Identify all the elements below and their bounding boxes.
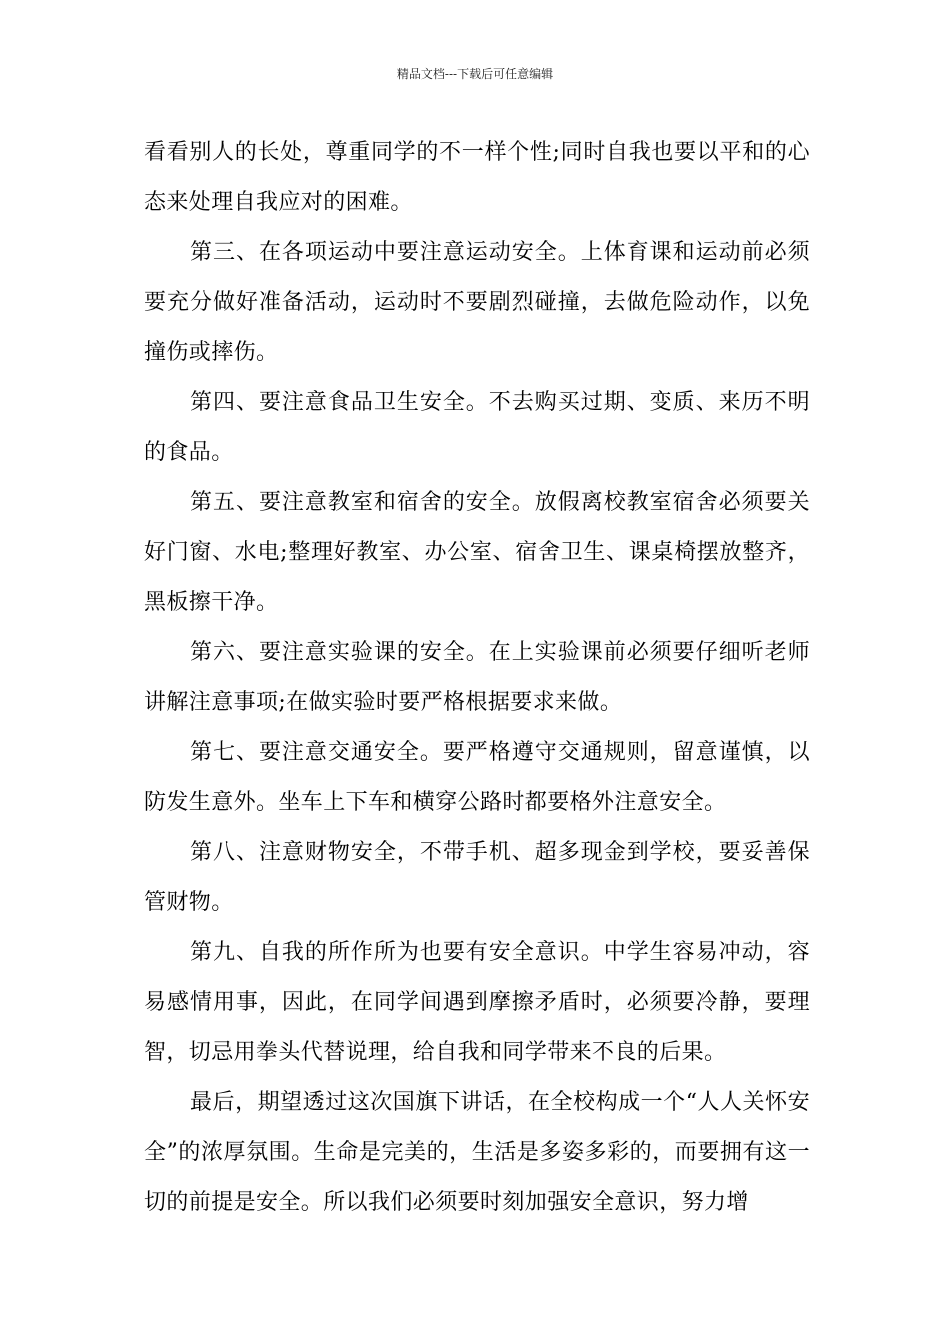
paragraph-eighth-property-safety: 第八、注意财物安全，不带手机、超多现金到学校，要妥善保管财物。 <box>144 840 810 915</box>
paragraph-sixth-lab-safety: 第六、要注意实验课的安全。在上实验课前必须要仔细听老师讲解注意事项;在做实验时要严格根据要求来做。 <box>144 640 810 715</box>
paragraph-conclusion: 最后，期望透过这次国旗下讲话，在全校构成一个“人人关怀安全”的浓厚氛围。生命是完美的，生活是多姿多彩的，而要拥有这一切的前提是安全。所以我们必须要时刻加强安全意识，努力增 <box>144 1090 810 1215</box>
document-body <box>144 128 810 1228</box>
paragraph-seventh-traffic-safety: 第七、要注意交通安全。要严格遵守交通规则，留意谨慎，以防发生意外。坐车上下车和横穿公路时都要格外注意安全。 <box>144 740 810 815</box>
paragraph-third-sports-safety: 第三、在各项运动中要注意运动安全。上体育课和运动前必须要充分做好准备活动，运动时不要剧烈碰撞，去做危险动作，以免撞伤或摔伤。 <box>144 240 810 365</box>
paragraph-fifth-dorm-safety: 第五、要注意教室和宿舍的安全。放假离校教室宿舍必须要关好门窗、水电;整理好教室、办公室、宿舍卫生、课桌椅摆放整齐，黑板擦干净。 <box>144 490 810 615</box>
page-header: 精品文档---下载后可任意编辑 <box>396 67 554 81</box>
paragraph-ninth-awareness: 第九、自我的所作所为也要有安全意识。中学生容易冲动，容易感情用事，因此，在同学间遇到摩擦矛盾时，必须要冷静，要理智，切忌用拳头代替说理，给自我和同学带来不良的后果。 <box>144 940 810 1065</box>
paragraph-fourth-food-safety: 第四、要注意食品卫生安全。不去购买过期、变质、来历不明的食品。 <box>144 390 810 465</box>
paragraph-continuation: 看看别人的长处，尊重同学的不一样个性;同时自我也要以平和的心态来处理自我应对的困难。 <box>144 140 810 215</box>
